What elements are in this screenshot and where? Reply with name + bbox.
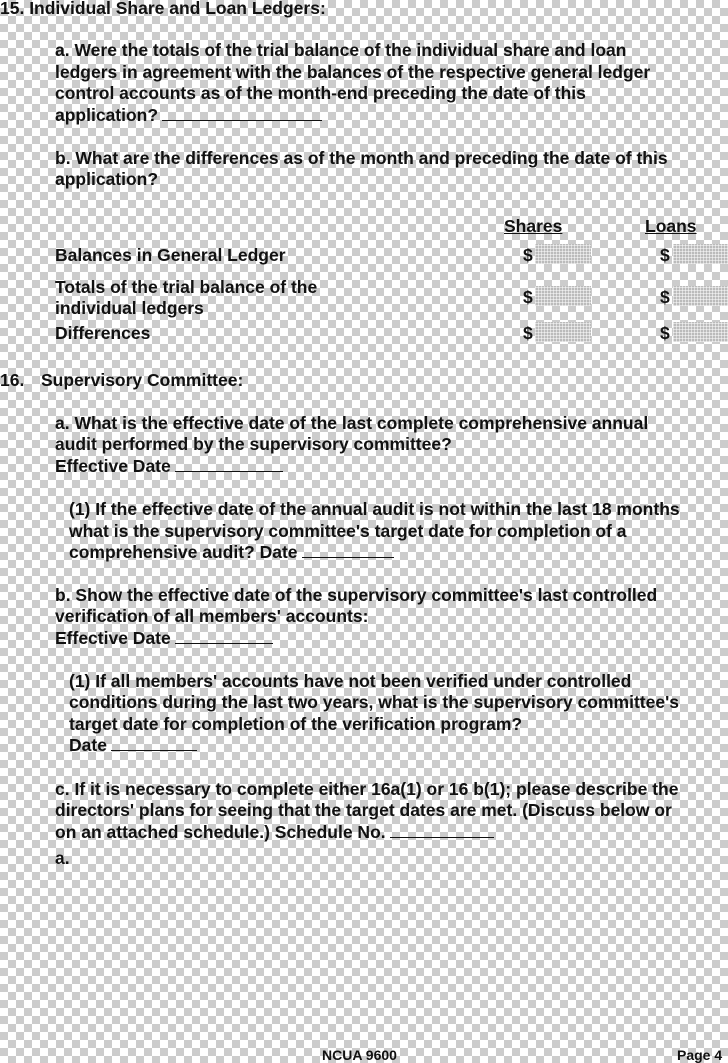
- answer-15a-blank[interactable]: [162, 105, 322, 121]
- page-number: Page 4: [677, 1047, 723, 1063]
- currency-sign: $: [660, 287, 670, 307]
- question-16b-date-line: [55, 628, 273, 650]
- loans-balance-field[interactable]: [673, 244, 728, 264]
- question-16a1-date-line: [69, 542, 394, 564]
- loans-differences-field[interactable]: [673, 322, 728, 342]
- question-16a1-line: what is the supervisory committee's target date for completion of a: [69, 521, 627, 541]
- effective-date-16b-blank[interactable]: [175, 628, 273, 644]
- row-label-trial-balance-line2: individual ledgers: [55, 298, 204, 318]
- question-16a-line: audit performed by the supervisory committee?: [55, 434, 452, 454]
- question-16a1-line: (1) If the effective date of the annual audit is not within the last 18 months: [69, 499, 680, 519]
- effective-date-16a-blank[interactable]: [175, 456, 283, 472]
- currency-sign: $: [523, 287, 533, 307]
- section-15-heading: 15. Individual Share and Loan Ledgers:: [0, 0, 326, 18]
- question-16b1-date-line: [69, 735, 197, 757]
- shares-trial-balance-field[interactable]: [535, 286, 591, 306]
- question-16c-schedule-line: [55, 822, 494, 844]
- question-15a-line: a. Were the totals of the trial balance of the individual share and loan: [55, 40, 627, 60]
- currency-sign: $: [523, 245, 533, 265]
- date-label: Date: [69, 735, 107, 755]
- question-16c-line: directors' plans for seeing that the target dates are met. (Discuss below or: [55, 800, 672, 820]
- effective-date-label: Effective Date: [55, 628, 171, 648]
- question-15a-text: application?: [55, 105, 159, 125]
- question-15a-line: control accounts as of the month-end preceding the date of this: [55, 83, 586, 103]
- question-16b1-line: conditions during the last two years, what is the supervisory committee's: [69, 692, 679, 712]
- shares-balance-field[interactable]: [535, 244, 591, 264]
- row-label-trial-balance-line1: Totals of the trial balance of the: [55, 277, 318, 297]
- question-15a-line-last: [55, 105, 322, 127]
- schedule-number-blank[interactable]: [390, 822, 494, 838]
- target-date-16a1-blank[interactable]: [302, 542, 394, 558]
- shares-differences-field[interactable]: [535, 322, 591, 342]
- question-16c-line: c. If it is necessary to complete either 16a(1) or 16 b(1); please describe the: [55, 779, 679, 799]
- column-header-loans: Loans: [645, 216, 697, 236]
- target-date-label: comprehensive audit? Date: [69, 542, 298, 562]
- question-16a-line: a. What is the effective date of the last complete comprehensive annual: [55, 413, 649, 433]
- question-16a-date-line: [55, 456, 283, 478]
- question-16b-line: verification of all members' accounts:: [55, 606, 369, 626]
- currency-sign: $: [660, 245, 670, 265]
- schedule-no-label: on an attached schedule.) Schedule No.: [55, 822, 386, 842]
- question-15b-line: b. What are the differences as of the month and preceding the date of this: [55, 148, 668, 168]
- row-label-balances-general-ledger: Balances in General Ledger: [55, 245, 286, 265]
- section-16-title: Supervisory Committee:: [41, 370, 244, 390]
- target-date-16b1-blank[interactable]: [111, 735, 197, 751]
- loans-trial-balance-field[interactable]: [673, 286, 728, 306]
- question-16b-line: b. Show the effective date of the supervisory committee's last controlled: [55, 585, 658, 605]
- row-label-differences: Differences: [55, 323, 151, 343]
- question-16b1-line: (1) If all members' accounts have not been verified under controlled: [69, 671, 632, 691]
- currency-sign: $: [523, 323, 533, 343]
- form-number: NCUA 9600: [322, 1047, 397, 1063]
- question-15a-line: ledgers in agreement with the balances of the respective general ledger: [55, 62, 651, 82]
- effective-date-label: Effective Date: [55, 456, 171, 476]
- answer-a-label: a.: [55, 848, 70, 868]
- column-header-shares: Shares: [504, 216, 563, 236]
- question-16b1-line: target date for completion of the verification program?: [69, 714, 523, 734]
- currency-sign: $: [660, 323, 670, 343]
- question-15b-line: application?: [55, 169, 159, 189]
- section-16-number: 16.: [0, 370, 25, 390]
